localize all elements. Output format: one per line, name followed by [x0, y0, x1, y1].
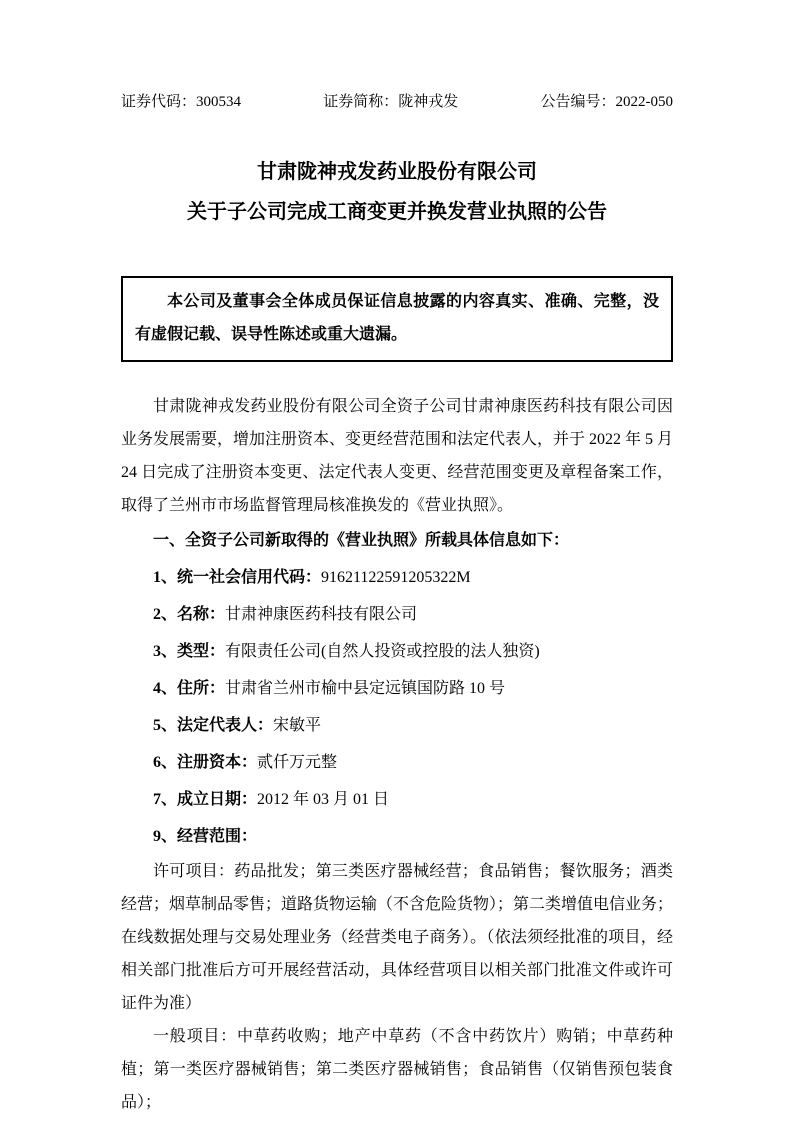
item-label: 5、法定代表人： — [153, 717, 274, 734]
company-name-title: 甘肃陇神戎发药业股份有限公司 — [257, 161, 537, 183]
item-value: 甘肃神康医药科技有限公司 — [225, 606, 418, 623]
disclaimer-text: 本公司及董事会全体成员保证信息披露的内容真实、准确、完整，没有虚假记载、误导性陈述或重大遗漏。 — [135, 293, 659, 343]
item-label: 1、统一社会信用代码： — [153, 569, 322, 586]
license-info-item-legal-rep — [121, 709, 673, 742]
item-value: 贰仟万元整 — [257, 754, 338, 771]
document-title — [121, 152, 673, 232]
item-label: 2、名称： — [153, 606, 226, 623]
announcement-title: 关于子公司完成工商变更并换发营业执照的公告 — [187, 201, 607, 223]
item-label: 3、类型： — [153, 643, 226, 660]
scope-general-items-paragraph: 一般项目：中草药收购；地产中草药（不含中药饮片）购销；中草药种植；第一类医疗器械销售；第二类医疗器械销售；食品销售（仅销售预包装食品）； — [121, 1028, 673, 1111]
license-info-item-credit-code — [121, 561, 673, 594]
license-info-item-founded-date — [121, 783, 673, 816]
scope-licensed-items-paragraph: 许可项目：药品批发；第三类医疗器械经营；食品销售；餐饮服务；酒类经营；烟草制品零售；道路货物运输（不含危险货物）；第二类增值电信业务；在线数据处理与交易处理业务（经营类电子商务）。（依法须经批准的项目，经相关部门批准后方可开展经营活动，具体经营项目以相关部门批准文件或许可证件为准） — [121, 863, 674, 1012]
license-info-item-capital — [121, 746, 673, 779]
stock-abbr: 证券简称：陇神戎发 — [323, 94, 459, 110]
item-value: 2012 年 03 月 01 日 — [257, 791, 390, 808]
license-info-item-name — [121, 598, 673, 631]
item-label: 4、住所： — [153, 680, 226, 697]
document-body — [121, 390, 673, 1119]
disclaimer-box — [121, 276, 673, 362]
intro-paragraph: 甘肃陇神戎发药业股份有限公司全资子公司甘肃神康医药科技有限公司因业务发展需要，增加注册资本、变更经营范围和法定代表人，并于 2022 年 5 月 24 日完成了注册资本变更、法定代表人变更、经营范围变更及章程备案工作，取得了兰州市市场监督管理局核准换发的《营业执照》。 — [121, 398, 674, 514]
license-info-item-address — [121, 672, 673, 705]
item-label: 7、成立日期： — [153, 791, 258, 808]
license-info-item-type — [121, 635, 673, 668]
item-label: 6、注册资本： — [153, 754, 258, 771]
document-header — [121, 92, 673, 112]
announcement-number: 公告编号：2022-050 — [540, 94, 673, 110]
item-value: 91621122591205322M — [321, 569, 471, 586]
section-heading: 一、全资子公司新取得的《营业执照》所载具体信息如下： — [153, 532, 570, 549]
item-value: 有限责任公司(自然人投资或控股的法人独资) — [225, 643, 540, 660]
license-info-item-business-scope — [121, 820, 673, 853]
item-value: 宋敏平 — [273, 717, 322, 734]
item-value: 甘肃省兰州市榆中县定远镇国防路 10 号 — [225, 680, 506, 697]
item-label: 9、经营范围： — [153, 828, 258, 845]
stock-code: 证券代码：300534 — [121, 94, 242, 110]
